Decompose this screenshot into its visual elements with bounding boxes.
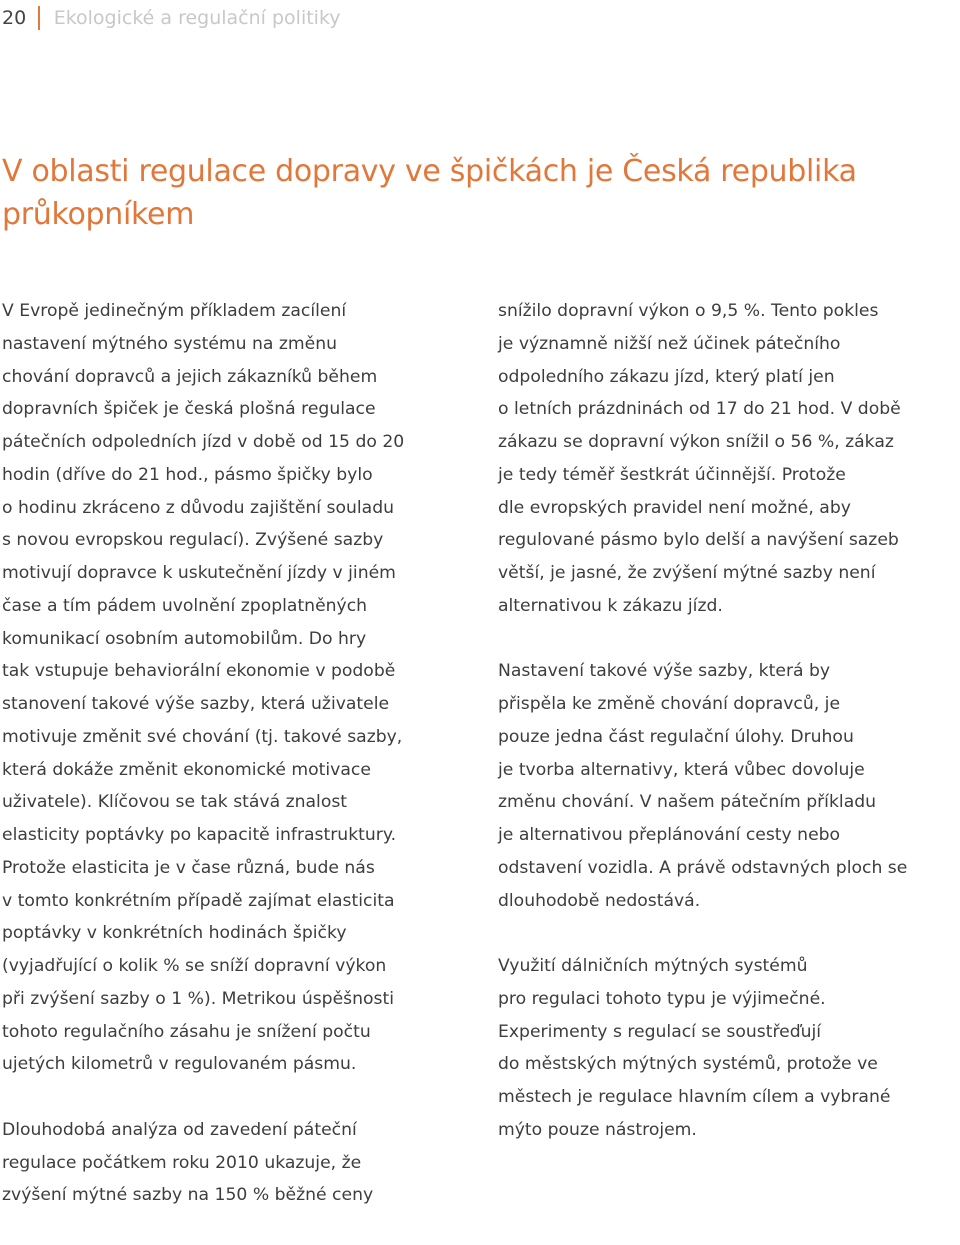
headline-line: průkopníkem — [2, 197, 195, 232]
text-line: je tedy téměř šestkrát účinnější. Protože — [498, 464, 846, 485]
headline-line: V oblasti regulace dopravy ve špičkách je Česká republika — [2, 154, 857, 189]
text-line: dlouhodobě nedostává. — [498, 890, 701, 911]
text-line: snížilo dopravní výkon o 9,5 %. Tento pokles — [498, 301, 879, 321]
paragraph — [498, 655, 960, 917]
text-line: elasticity poptávky po kapacitě infrastruktury. — [2, 825, 397, 845]
paragraph — [2, 295, 472, 1081]
header-divider — [38, 6, 40, 30]
text-line: alternativou k zákazu jízd. — [498, 595, 723, 616]
text-line: dopravních špiček je česká plošná regulace — [2, 399, 376, 420]
text-line: motivují dopravce k uskutečnění jízdy v jiném — [2, 563, 396, 583]
text-line: poptávky v konkrétních hodinách špičky — [2, 923, 347, 944]
text-line: tak vstupuje behaviorální ekonomie v podobě — [2, 661, 396, 682]
text-line: hodin (dříve do 21 hod., pásmo špičky bylo — [2, 464, 373, 485]
text-line: odstavení vozidla. A právě odstavných ploch se — [498, 857, 908, 878]
text-line: Dlouhodobá analýza od zavedení páteční — [2, 1119, 357, 1140]
text-line: Protože elasticita je v čase různá, bude nás — [2, 857, 375, 878]
text-line: regulace počátkem roku 2010 ukazuje, že — [2, 1152, 362, 1173]
text-line: stanovení takové výše sazby, která uživatele — [2, 694, 390, 714]
text-line: Nastavení takové výše sazby, která by — [498, 661, 831, 682]
text-line: větší, je jasné, že zvýšení mýtné sazby není — [498, 563, 876, 583]
text-line: Experimenty s regulací se soustřeďují — [498, 1021, 822, 1042]
text-line: do městských mýtných systémů, protože ve — [498, 1054, 878, 1075]
text-line: městech je regulace hlavním cílem a vybrané — [498, 1087, 891, 1107]
text-line: ujetých kilometrů v regulovaném pásmu. — [2, 1054, 357, 1075]
text-line: pro regulaci tohoto typu je výjimečné. — [498, 988, 826, 1009]
text-line: dle evropských pravidel není možné, aby — [498, 497, 851, 518]
left-column — [2, 295, 472, 1245]
text-line: o hodinu zkráceno z důvodu zajištění souladu — [2, 497, 395, 518]
text-line: uživatele). Klíčovou se tak stává znalost — [2, 792, 348, 813]
text-line: pátečních odpoledních jízd v době od 15 do 20 — [2, 432, 405, 452]
text-line: v tomto konkrétním případě zajímat elasticita — [2, 890, 395, 911]
paragraph — [2, 1114, 472, 1212]
text-line: nastavení mýtného systému na změnu — [2, 333, 338, 354]
text-line: (vyjadřující o kolik % se sníží dopravní výkon — [2, 956, 387, 976]
text-line: je alternativou přeplánování cesty nebo — [498, 825, 841, 845]
text-line: zvýšení mýtné sazby na 150 % běžné ceny — [2, 1185, 374, 1206]
paragraph — [498, 950, 960, 1147]
text-line: při zvýšení sazby o 1 %). Metrikou úspěšnosti — [2, 988, 394, 1009]
text-line: která dokáže změnit ekonomické motivace — [2, 759, 371, 780]
text-line: odpoledního zákazu jízd, který platí jen — [498, 366, 835, 387]
text-line: o letních prázdninách od 17 do 21 hod. V době — [498, 399, 901, 420]
text-line: tohoto regulačního zásahu je snížení počtu — [2, 1021, 371, 1042]
text-line: mýto pouze nástrojem. — [498, 1119, 697, 1140]
text-line: chování dopravců a jejich zákazníků během — [2, 366, 378, 387]
paragraph — [498, 295, 960, 623]
text-line: pouze jedna část regulační úlohy. Druhou — [498, 726, 854, 747]
right-column — [498, 295, 960, 1179]
text-line: je významně nižší než účinek pátečního — [498, 333, 841, 354]
text-line: motivuje změnit své chování (tj. takové sazby, — [2, 726, 403, 747]
text-line: s novou evropskou regulací). Zvýšené sazby — [2, 530, 384, 551]
text-line: je tvorba alternativy, která vůbec dovoluje — [498, 759, 865, 780]
text-line: přispěla ke změně chování dopravců, je — [498, 694, 841, 714]
running-title: Ekologické a regulační politiky — [53, 7, 341, 29]
text-line: V Evropě jedinečným příkladem zacílení — [2, 301, 347, 321]
text-line: čase a tím pádem uvolnění zpoplatněných — [2, 595, 368, 616]
text-line: zákazu se dopravní výkon snížil o 56 %, zákaz — [498, 432, 894, 452]
text-line: regulované pásmo bylo delší a navýšení sazeb — [498, 530, 899, 551]
text-line: Využití dálničních mýtných systémů — [498, 956, 808, 976]
page-number: 20 — [2, 7, 27, 29]
page-header — [2, 5, 341, 31]
text-line: změnu chování. V našem pátečním příkladu — [498, 792, 877, 813]
article-headline — [2, 150, 902, 236]
text-line: komunikací osobním automobilům. Do hry — [2, 628, 367, 649]
